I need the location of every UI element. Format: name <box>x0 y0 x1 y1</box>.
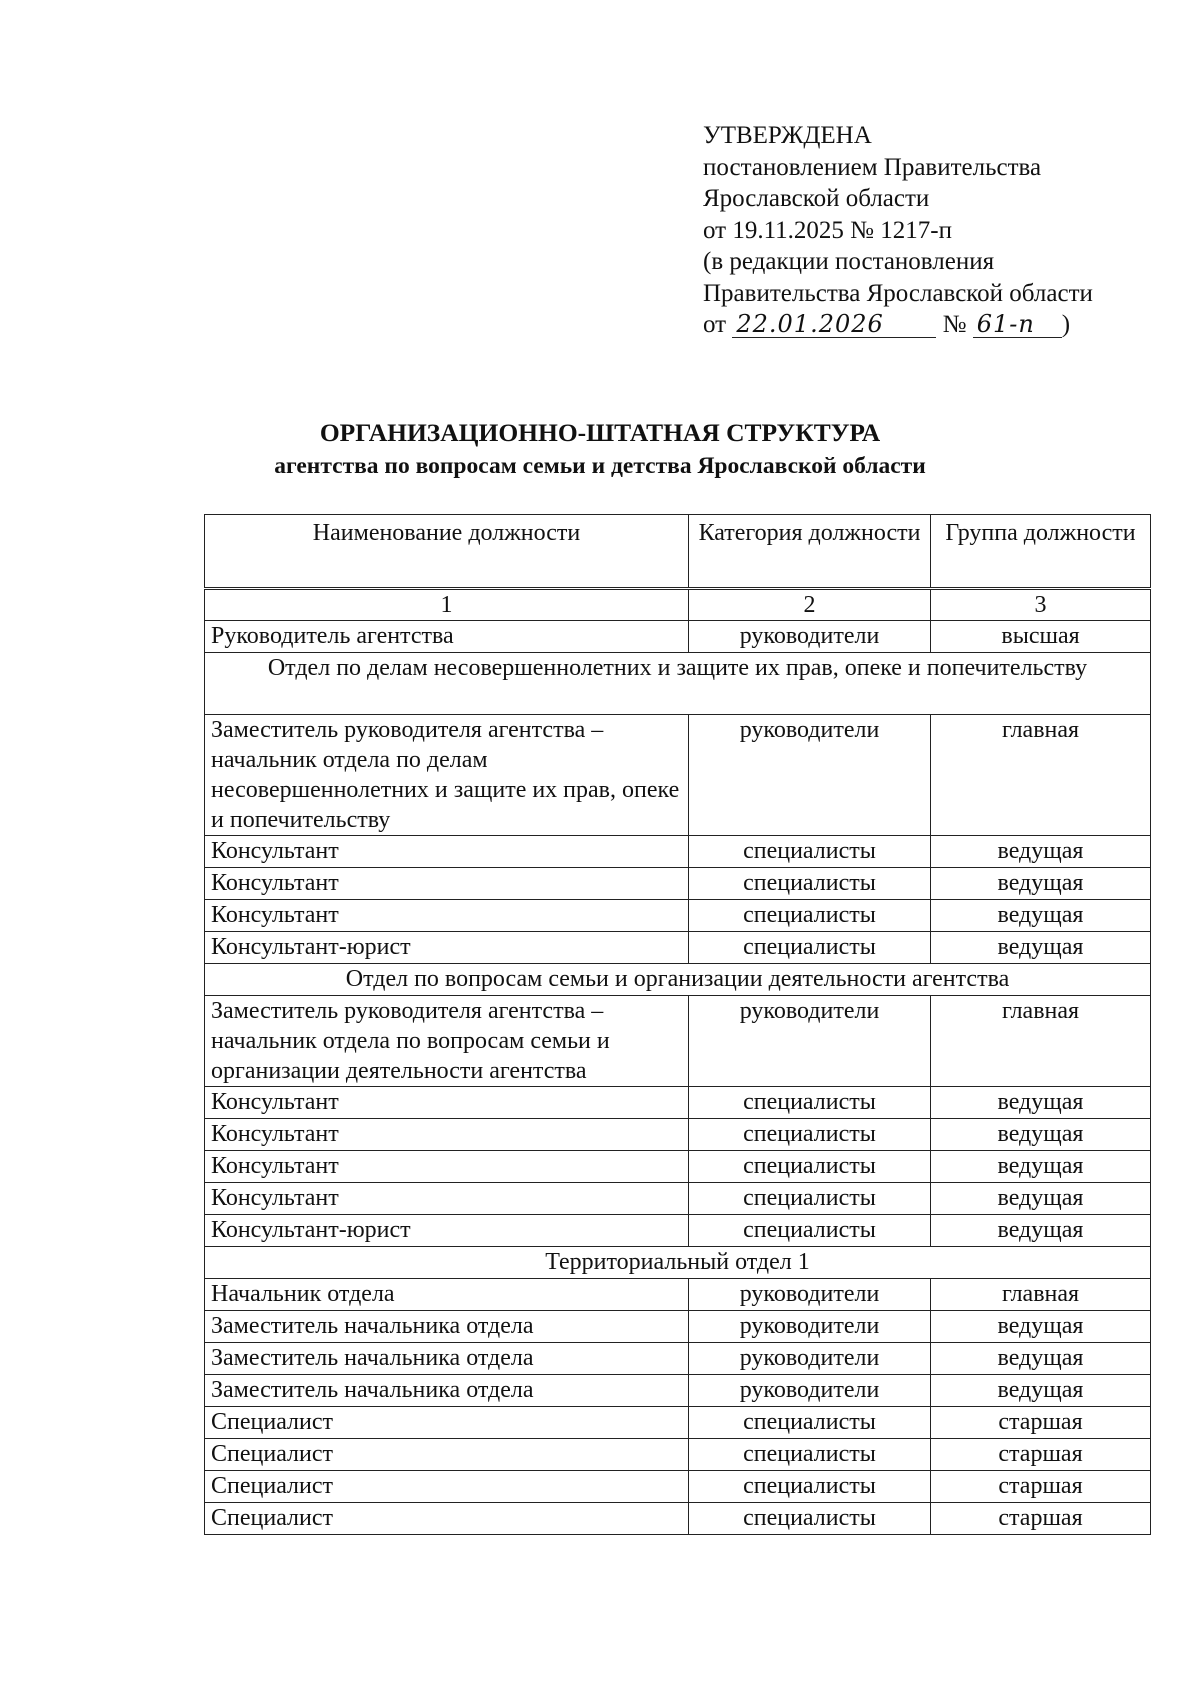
approval-line: (в редакции постановления <box>703 248 995 275</box>
approval-line: Ярославской области <box>703 185 930 212</box>
amendment-suffix: ) <box>1061 311 1071 338</box>
cell-group: ведущая <box>931 868 1151 900</box>
section-row <box>205 964 1151 996</box>
cell-group: ведущая <box>931 1183 1151 1215</box>
cell-position: Специалист <box>205 1503 689 1535</box>
cell-position: Заместитель руководителя агентства – начальник отдела по вопросам семьи и организации деятельности агентства <box>205 996 689 1087</box>
cell-group: главная <box>931 996 1151 1087</box>
cell-category: руководители <box>689 715 931 836</box>
cell-group: ведущая <box>931 1311 1151 1343</box>
table-row <box>205 1439 1151 1471</box>
cell-category: специалисты <box>689 1087 931 1119</box>
cell-position: Специалист <box>205 1407 689 1439</box>
cell-group: ведущая <box>931 1119 1151 1151</box>
cell-group: ведущая <box>931 1151 1151 1183</box>
table-row <box>205 932 1151 964</box>
staff-structure-table <box>204 514 1151 1535</box>
cell-category: руководители <box>689 1279 931 1311</box>
handwritten-number: 61-п <box>973 311 1062 338</box>
cell-position: Заместитель руководителя агентства – начальник отдела по делам несовершеннолетних и защите их прав, опеке и попечительству <box>205 715 689 836</box>
table-row <box>205 996 1151 1087</box>
handwritten-date: 22.01.2026 <box>732 311 936 338</box>
approval-line: постановлением Правительства <box>703 153 1042 181</box>
cell-group: ведущая <box>931 836 1151 868</box>
table-row <box>205 1215 1151 1247</box>
cell-category: руководители <box>689 1375 931 1407</box>
table-row <box>205 1279 1151 1311</box>
cell-category: специалисты <box>689 868 931 900</box>
cell-category: специалисты <box>689 1471 931 1503</box>
cell-category: руководители <box>689 1343 931 1375</box>
table-row <box>205 836 1151 868</box>
cell-category: специалисты <box>689 1119 931 1151</box>
cell-position: Консультант-юрист <box>205 1215 689 1247</box>
section-row <box>205 653 1151 715</box>
cell-group: ведущая <box>931 1343 1151 1375</box>
cell-position: Консультант <box>205 1151 689 1183</box>
table-row <box>205 1151 1151 1183</box>
cell-position: Консультант <box>205 1087 689 1119</box>
header-category: Категория должности <box>689 515 931 589</box>
approval-stamp-block <box>703 120 1093 341</box>
table-row <box>205 1343 1151 1375</box>
column-numbers-row <box>205 589 1151 621</box>
title-sub: агентства по вопросам семьи и детства Ярославской области <box>274 453 926 479</box>
cell-category: специалисты <box>689 900 931 932</box>
table-row <box>205 1375 1151 1407</box>
table-row <box>205 1119 1151 1151</box>
table-row <box>205 900 1151 932</box>
cell-position: Консультант-юрист <box>205 932 689 964</box>
table-row <box>205 868 1151 900</box>
approval-line: от 19.11.2025 № 1217-п <box>703 216 952 244</box>
cell-group: ведущая <box>931 932 1151 964</box>
table-row <box>205 1087 1151 1119</box>
cell-position: Заместитель начальника отдела <box>205 1311 689 1343</box>
cell-position: Заместитель начальника отдела <box>205 1343 689 1375</box>
table-row <box>205 1311 1151 1343</box>
table-header-row <box>205 515 1151 589</box>
header-position: Наименование должности <box>205 515 689 589</box>
cell-category: специалисты <box>689 1183 931 1215</box>
table-row <box>205 1503 1151 1535</box>
cell-group: старшая <box>931 1407 1151 1439</box>
cell-category: руководители <box>689 1311 931 1343</box>
cell-category: специалисты <box>689 1439 931 1471</box>
cell-group: ведущая <box>931 900 1151 932</box>
cell-group: старшая <box>931 1471 1151 1503</box>
table-row <box>205 1183 1151 1215</box>
approval-line: Правительства Ярославской области <box>703 279 1093 307</box>
amendment-number-label: № <box>942 311 967 338</box>
cell-category: специалисты <box>689 932 931 964</box>
cell-category: специалисты <box>689 836 931 868</box>
cell-group: ведущая <box>931 1375 1151 1407</box>
cell-group: главная <box>931 715 1151 836</box>
cell-category: руководители <box>689 621 931 653</box>
amendment-prefix: от <box>703 311 727 338</box>
cell-category: специалисты <box>689 1503 931 1535</box>
cell-position: Специалист <box>205 1439 689 1471</box>
cell-group: ведущая <box>931 1087 1151 1119</box>
staff-table-body <box>205 515 1151 1535</box>
cell-group: ведущая <box>931 1215 1151 1247</box>
title-main: ОРГАНИЗАЦИОННО-ШТАТНАЯ СТРУКТУРА <box>319 418 881 447</box>
section-title: Отдел по делам несовершеннолетних и защите их прав, опеке и попечительству <box>205 653 1151 715</box>
cell-category: руководители <box>689 996 931 1087</box>
cell-position: Консультант <box>205 1119 689 1151</box>
cell-position: Консультант <box>205 900 689 932</box>
approval-heading: УТВЕРЖДЕНА <box>703 122 872 149</box>
cell-group: главная <box>931 1279 1151 1311</box>
cell-position: Заместитель начальника отдела <box>205 1375 689 1407</box>
column-number: 2 <box>689 589 931 621</box>
cell-position: Начальник отдела <box>205 1279 689 1311</box>
cell-category: специалисты <box>689 1151 931 1183</box>
amendment-line <box>703 309 1093 341</box>
cell-position: Консультант <box>205 1183 689 1215</box>
column-number: 3 <box>931 589 1151 621</box>
cell-group: старшая <box>931 1439 1151 1471</box>
cell-position: Специалист <box>205 1471 689 1503</box>
cell-position: Руководитель агентства <box>205 621 689 653</box>
table-row <box>205 621 1151 653</box>
table-row <box>205 1471 1151 1503</box>
document-title <box>0 416 1200 482</box>
section-title: Отдел по вопросам семьи и организации деятельности агентства <box>205 964 1151 996</box>
cell-category: специалисты <box>689 1407 931 1439</box>
section-row <box>205 1247 1151 1279</box>
cell-group: старшая <box>931 1503 1151 1535</box>
table-row <box>205 1407 1151 1439</box>
column-number: 1 <box>205 589 689 621</box>
header-group: Группа должности <box>931 515 1151 589</box>
cell-position: Консультант <box>205 836 689 868</box>
cell-group: высшая <box>931 621 1151 653</box>
section-title: Территориальный отдел 1 <box>205 1247 1151 1279</box>
cell-category: специалисты <box>689 1215 931 1247</box>
cell-position: Консультант <box>205 868 689 900</box>
table-row <box>205 715 1151 836</box>
